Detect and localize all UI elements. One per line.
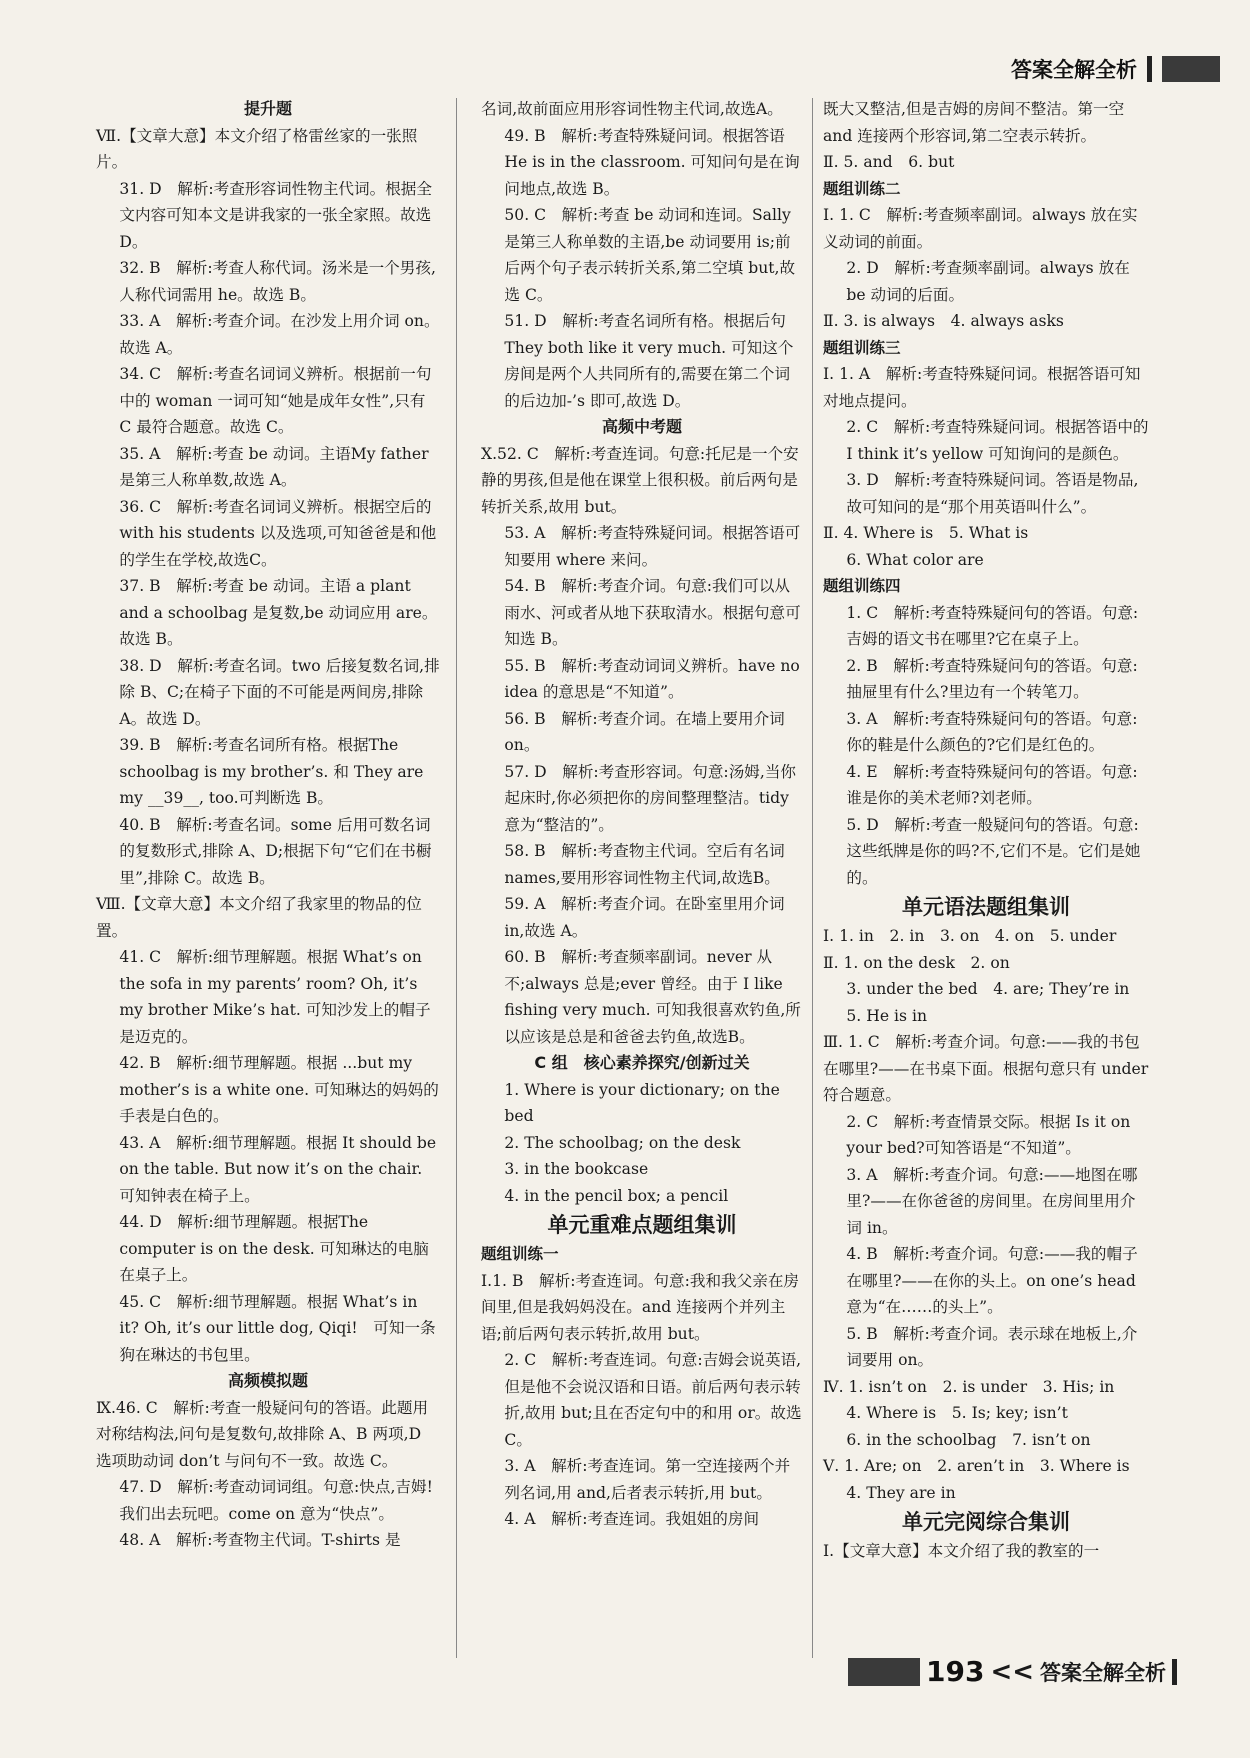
column-divider-1	[456, 98, 457, 1658]
subsection-heading: 题组训练四	[823, 577, 901, 595]
answer-line: 3. A 解析:考查介词。句意:——地图在哪里?——在你爸爸的房间里。在房间里用介词 in。	[846, 1165, 1138, 1237]
answer-line: 36. C 解析:考查名词词义辨析。根据空后的 with his students 以及选项,可知爸爸是和他的学生在学校,故选C。	[119, 497, 437, 569]
answer-line: 47. D 解析:考查动词词组。句意:快点,吉姆!我们出去玩吧。come on 意为“快点”。	[119, 1478, 433, 1523]
answer-line: 42. B 解析:细节理解题。根据 ...but my mother’s is a white one. 可知琳达的妈妈的手表是白色的。	[119, 1054, 439, 1125]
answer-line: 3. under the bed 4. are; They’re in	[846, 980, 1130, 998]
answer-line: 3. A 解析:考查特殊疑问句的答语。句意:你的鞋是什么颜色的?它们是红色的。	[846, 709, 1138, 754]
answer-line: Ⅰ. 1. in 2. in 3. on 4. on 5. under	[823, 927, 1117, 945]
answer-line: 6. in the schoolbag 7. isn’t on	[846, 1430, 1091, 1449]
answer-line: Ⅰ.【文章大意】本文介绍了我的教室的一	[823, 1542, 1100, 1560]
answer-line: 2. C 解析:考查特殊疑问词。根据答语中的 I think it’s yellow 可知询问的是颜色。	[846, 418, 1149, 463]
answer-line: 55. B 解析:考查动词词义辨析。have no idea 的意思是“不知道”。	[504, 656, 800, 701]
header-title: 答案全解全析	[1011, 58, 1137, 82]
subsection-heading: 题组训练二	[823, 179, 901, 198]
answer-line: 2. The schoolbag; on the desk	[504, 1133, 741, 1152]
subsection-heading: 题组训练三	[823, 338, 901, 357]
answer-line: 56. B 解析:考查介词。在墙上要用介词 on。	[504, 709, 785, 754]
answer-line: 58. B 解析:考查物主代词。空后有名词names,要用形容词性物主代词,故选B。	[504, 842, 785, 887]
answer-line: 5. He is in	[846, 1006, 927, 1025]
header-bar	[1147, 56, 1152, 82]
answer-line: 57. D 解析:考查形容词。句意:汤姆,当你起床时,你必须把你的房间整理整洁。tidy 意为“整洁的”。	[504, 762, 797, 834]
answer-line: Ⅰ.1. B 解析:考查连词。句意:我和我父亲在房间里,但是我妈妈没在。and 连接两个并列主语;前后两句表示转折,故用 but。	[481, 1271, 800, 1343]
answer-line: 3. in the bookcase	[504, 1160, 649, 1178]
answer-line: 41. C 解析:细节理解题。根据 What’s on the sofa in my parents’ room? Oh, it’s my brother Mike’s hat. 可知沙发上的帽子是迈克的。	[119, 948, 431, 1046]
unit-heading: 单元重难点题组集训	[547, 1213, 737, 1237]
answer-line: 39. B 解析:考查名词所有格。根据The schoolbag is my brother’s. 和 They are my __39__, too.可判断选 B。	[119, 736, 424, 807]
answer-line: 31. D 解析:考查形容词性物主代词。根据全文内容可知本文是讲我家的一张全家照。故选 D。	[119, 179, 432, 251]
answer-line: 6. What color are	[846, 550, 984, 569]
footer-block	[848, 1658, 920, 1686]
column-divider-2	[812, 98, 813, 1658]
column-2	[481, 96, 803, 1533]
unit-heading: 单元完阅综合集训	[902, 1510, 1070, 1534]
answer-line: 4. Where is 5. Is; key; isn’t	[846, 1404, 1068, 1422]
answer-line: 4. in the pencil box; a pencil	[504, 1186, 729, 1205]
answer-line: Ⅹ.52. C 解析:考查连词。句意:托尼是一个安静的男孩,但是他在课堂上很积极。前后两句是转折关系,故用 but。	[481, 444, 799, 516]
column-3	[823, 96, 1149, 1565]
footer-title: 答案全解全析	[1040, 1660, 1167, 1685]
answer-line: 1. C 解析:考查特殊疑问句的答语。句意:吉姆的语文书在哪里?它在桌子上。	[846, 603, 1139, 648]
section-heading: 高频中考题	[601, 417, 682, 436]
answer-line: 59. A 解析:考查介词。在卧室里用介词 in,故选 A。	[504, 895, 785, 940]
section-heading: 高频模拟题	[227, 1371, 308, 1390]
unit-heading: 单元语法题组集训	[902, 895, 1070, 919]
answer-line: 4. E 解析:考查特殊疑问句的答语。句意:谁是你的美术老师?刘老师。	[846, 762, 1138, 807]
answer-line: 35. A 解析:考查 be 动词。主语My father 是第三人称单数,故选 A。	[119, 444, 429, 489]
answer-line: 37. B 解析:考查 be 动词。主语 a plant and a schoolbag 是复数,be 动词应用 are。故选 B。	[119, 577, 438, 648]
answer-line: 2. C 解析:考查连词。句意:吉姆会说英语,但是他不会说汉语和日语。前后两句表示转折,故用 but;且在否定句中的和用 or。故选 C。	[504, 1351, 802, 1449]
answer-line: 4. B 解析:考查介词。句意:——我的帽子在哪里?——在你的头上。on one’s head 意为“在……的头上”。	[846, 1245, 1138, 1316]
answer-line: Ⅱ. 5. and 6. but	[823, 153, 955, 171]
answer-line: 2. C 解析:考查情景交际。根据 Is it on your bed?可知答语是“不知道”。	[846, 1112, 1131, 1157]
answer-line: 40. B 解析:考查名词。some 后用可数名词的复数形式,排除 A、D;根据下句“它们在书橱里”,排除 C。故选 B。	[119, 815, 432, 887]
section-heading: C 组 核心素养探究/创新过关	[534, 1053, 750, 1072]
answer-line: 54. B 解析:考查介词。句意:我们可以从雨水、河或者从地下获取清水。根据句意可知选 B。	[504, 577, 801, 648]
answer-line: 5. D 解析:考查一般疑问句的答语。句意:这些纸牌是你的吗?不,它们不是。它们是她的。	[846, 815, 1141, 887]
answer-line: Ⅱ. 3. is always 4. always asks	[823, 312, 1064, 330]
column-1	[96, 96, 440, 1554]
answer-line: 53. A 解析:考查特殊疑问词。根据答语可知要用 where 来问。	[504, 524, 801, 569]
section-heading: 提升题	[243, 99, 292, 118]
answer-line: Ⅸ.46. C 解析:考查一般疑问句的答语。此题用对称结构法,问句是复数句,故排除 A、B 两项,D 选项助动词 don’t 与问句不一致。故选 C。	[96, 1398, 429, 1470]
answer-line: 45. C 解析:细节理解题。根据 What’s in it? Oh, it’s our little dog, Qiqi! 可知一条狗在琳达的书包里。	[119, 1292, 436, 1364]
answer-line: Ⅷ.【文章大意】本文介绍了我家里的物品的位置。	[96, 895, 422, 940]
answer-line: 5. B 解析:考查介词。表示球在地板上,介词要用 on。	[846, 1324, 1138, 1369]
chevrons-icon: <<	[990, 1656, 1035, 1687]
answer-line: 43. A 解析:细节理解题。根据 It should be on the table. But now it’s on the chair. 可知钟表在椅子上。	[119, 1133, 437, 1205]
answer-line: 3. D 解析:考查特殊疑问词。答语是物品,故可知问的是“那个用英语叫什么”。	[846, 471, 1139, 516]
answer-line: 32. B 解析:考查人称代词。汤米是一个男孩,人称代词需用 he。故选 B。	[119, 259, 436, 304]
answer-line: 3. A 解析:考查连词。第一空连接两个并列名词,用 and,后者表示转折,用 but。	[504, 1457, 791, 1502]
answer-line: Ⅰ. 1. C 解析:考查频率副词。always 放在实义动词的前面。	[823, 206, 1138, 251]
answer-line: Ⅳ. 1. isn’t on 2. is under 3. His; in	[823, 1377, 1115, 1396]
page-footer	[848, 1655, 1177, 1688]
answer-line: Ⅲ. 1. C 解析:考查介词。句意:——我的书包在哪里?——在书桌下面。根据句意只有 under 符合题意。	[823, 1033, 1149, 1104]
answer-line: 48. A 解析:考查物主代词。T-shirts 是	[119, 1531, 401, 1549]
answer-line: 既大又整洁,但是吉姆的房间不整洁。第一空 and 连接两个形容词,第二空表示转折。	[823, 100, 1125, 145]
answer-line: 50. C 解析:考查 be 动词和连词。Sally 是第三人称单数的主语,be 动词要用 is;前后两个句子表示转折关系,第二空填 but,故选 C。	[504, 206, 796, 304]
answer-line: Ⅶ.【文章大意】本文介绍了格雷丝家的一张照片。	[96, 126, 418, 171]
answer-line: 33. A 解析:考查介词。在沙发上用介词 on。故选 A。	[119, 312, 440, 357]
page-header	[1011, 54, 1220, 84]
answer-line: 2. B 解析:考查特殊疑问句的答语。句意:抽屉里有什么?里边有一个转笔刀。	[846, 656, 1138, 701]
answer-line: 4. A 解析:考查连词。我姐姐的房间	[504, 1510, 760, 1528]
answer-line: 51. D 解析:考查名词所有格。根据后句 They both like it very much. 可知这个房间是两个人共同所有的,需要在第二个词的后边加-’s 即可,故选 D。	[504, 312, 794, 410]
answer-line: 60. B 解析:考查频率副词。never 从不;always 总是;ever 曾经。由于 I like fishing very much. 可知我很喜欢钓鱼,所以应该是总是和爸爸去钓鱼,故选B。	[504, 948, 801, 1046]
answer-line: 49. B 解析:考查特殊疑问词。根据答语 He is in the classroom. 可知问句是在询问地点,故选 B。	[504, 126, 800, 198]
answer-line: Ⅱ. 4. Where is 5. What is	[823, 524, 1029, 542]
answer-line: 34. C 解析:考查名词词义辨析。根据前一句中的 woman 一词可知“她是成年女性”,只有 C 最符合题意。故选 C。	[119, 365, 432, 436]
subsection-heading: 题组训练一	[481, 1245, 559, 1263]
answer-line: 44. D 解析:细节理解题。根据The computer is on the desk. 可知琳达的电脑在桌子上。	[119, 1213, 429, 1284]
answer-line: 名词,故前面应用形容词性物主代词,故选A。	[481, 100, 783, 118]
answer-line: Ⅰ. 1. A 解析:考查特殊疑问词。根据答语可知对地点提问。	[823, 365, 1141, 410]
answer-line: 2. D 解析:考查频率副词。always 放在 be 动词的后面。	[846, 259, 1130, 304]
footer-bar	[1172, 1659, 1177, 1685]
answer-line: 4. They are in	[846, 1483, 956, 1502]
answer-line: 38. D 解析:考查名词。two 后接复数名词,排除 B、C;在椅子下面的不可能是两间房,排除 A。故选 D。	[119, 656, 440, 728]
page-number: 193	[926, 1655, 985, 1688]
header-block	[1162, 56, 1220, 82]
answer-line: Ⅴ. 1. Are; on 2. aren’t in 3. Where is	[823, 1457, 1130, 1475]
answer-line: 1. Where is your dictionary; on the bed	[504, 1080, 780, 1125]
answer-line: Ⅱ. 1. on the desk 2. on	[823, 953, 1010, 972]
